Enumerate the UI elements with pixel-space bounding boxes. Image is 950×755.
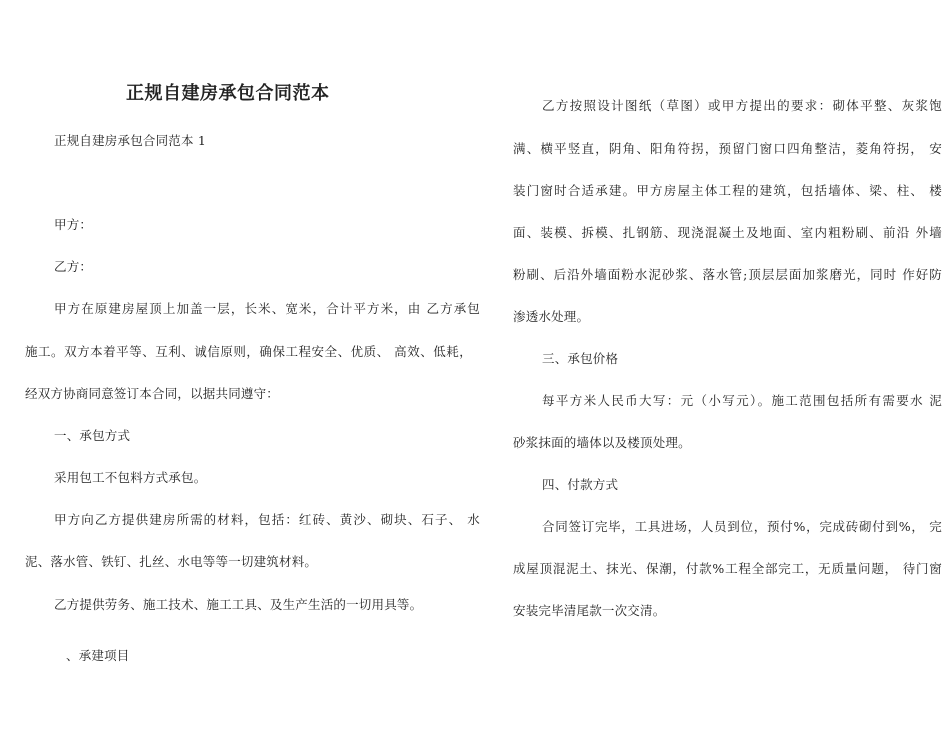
party-b-label: 乙方： <box>54 259 93 274</box>
paragraph-line: 满、横平竖直，阴角、阳角符拐，预留门窗口四角整洁，菱角符拐， 安 <box>513 141 942 156</box>
party-a-label: 甲方： <box>54 217 93 232</box>
section-heading: 、承建项目 <box>66 648 130 663</box>
paragraph-line: 乙方提供劳务、施工技术、施工工具、及生产生活的一切用具等。 <box>54 597 423 612</box>
subtitle: 正规自建房承包合同范本 1 <box>54 133 207 148</box>
document-title: 正规自建房承包合同范本 <box>126 83 330 104</box>
paragraph-line: 甲方向乙方提供建房所需的材料，包括：红砖、黄沙、砌块、石子、 水 <box>54 512 480 527</box>
paragraph-line: 粉刷、后沿外墙面粉水泥砂浆、落水管;顶层层面加浆磨光，同时 作好防 <box>513 267 942 282</box>
paragraph-line: 甲方在原建房屋顶上加盖一层，长米、宽米，合计平方米，由 乙方承包 <box>54 301 480 316</box>
paragraph-line: 安装完毕清尾款一次交清。 <box>513 603 666 618</box>
paragraph-line: 每平方米人民币大写：元（小写元）。施工范围包括所有需要水 泥 <box>542 393 942 408</box>
section-heading: 三、承包价格 <box>542 351 619 366</box>
paragraph-line: 成屋顶混泥土、抹光、保潮，付款%工程全部完工，无质量问题， 待门窗 <box>513 561 942 576</box>
paragraph-line: 泥、落水管、铁钉、扎丝、水电等等一切建筑材料。 <box>25 554 318 569</box>
section-heading: 一、承包方式 <box>54 428 131 443</box>
paragraph-line: 面、装模、拆模、扎钢筋、现浇混凝土及地面、室内粗粉刷、前沿 外墙 <box>513 225 942 240</box>
paragraph-line: 乙方按照设计图纸（草图）或甲方提出的要求：砌体平整、灰浆饱 <box>542 98 942 113</box>
paragraph-line: 采用包工不包料方式承包。 <box>54 470 207 485</box>
paragraph-line: 经双方协商同意签订本合同，以据共同遵守： <box>25 386 280 401</box>
paragraph-line: 渗透水处理。 <box>513 309 590 324</box>
paragraph-line: 合同签订完毕，工具进场，人员到位，预付%，完成砖砌付到%， 完 <box>542 519 942 534</box>
paragraph-line: 施工。双方本着平等、互利、诚信原则，确保工程安全、优质、 高效、低耗， <box>25 344 472 359</box>
paragraph-line: 砂浆抹面的墙体以及楼顶处理。 <box>513 435 691 450</box>
section-heading: 四、付款方式 <box>542 477 619 492</box>
paragraph-line: 装门窗时合适承建。甲方房屋主体工程的建筑，包括墙体、梁、柱、 楼 <box>513 183 942 198</box>
